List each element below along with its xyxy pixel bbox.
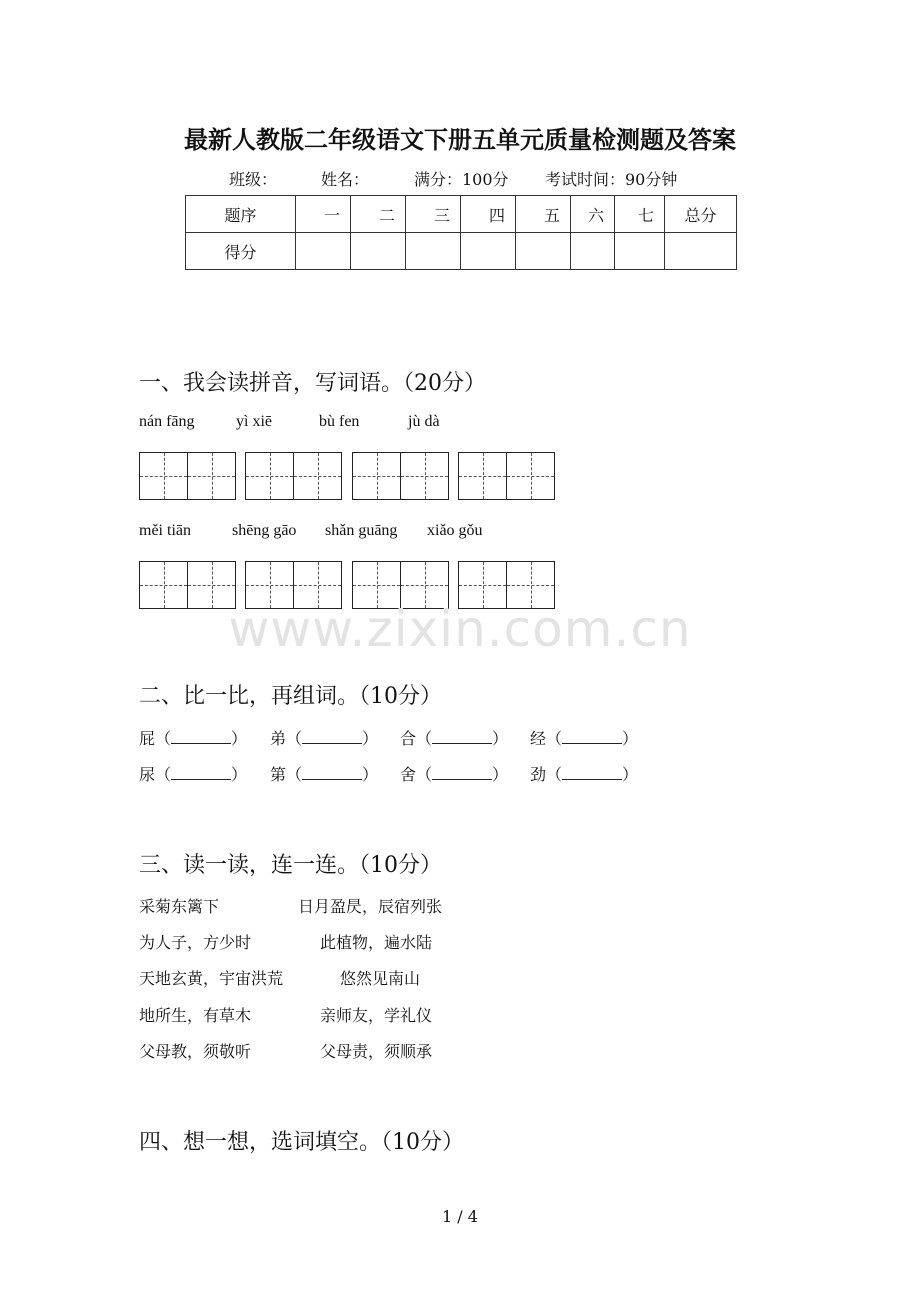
answer-blank[interactable] bbox=[562, 765, 622, 780]
table-row-label: 得分 bbox=[186, 233, 296, 270]
table-header-cell: 五 bbox=[516, 196, 571, 233]
compare-item: 舍（ ） bbox=[400, 765, 509, 784]
compare-char: 劲 bbox=[530, 765, 547, 784]
writing-grid bbox=[352, 452, 449, 500]
pinyin-label: jù dà bbox=[408, 413, 440, 430]
full-score-label: 满分：100分 bbox=[414, 170, 509, 189]
score-table bbox=[185, 195, 737, 270]
writing-cell[interactable] bbox=[507, 452, 555, 500]
answer-blank[interactable] bbox=[302, 729, 362, 744]
answer-blank[interactable] bbox=[302, 765, 362, 780]
exam-time-label: 考试时间：90分钟 bbox=[545, 170, 678, 189]
score-cell bbox=[296, 233, 351, 270]
match-right-item[interactable]: 此植物，遍水陆 bbox=[320, 933, 433, 952]
match-right-item[interactable]: 亲师友，学礼仪 bbox=[320, 1006, 433, 1025]
compare-item: 尿（ ） bbox=[139, 765, 248, 784]
table-header-cell: 题序 bbox=[186, 196, 296, 233]
class-label: 班级： bbox=[229, 170, 278, 189]
compare-char: 尿 bbox=[139, 765, 156, 784]
match-left-item[interactable]: 采菊东篱下 bbox=[139, 897, 220, 916]
compare-char: 弟 bbox=[270, 729, 287, 748]
match-right-item[interactable]: 父母责，须顺承 bbox=[320, 1042, 433, 1061]
compare-item: 经（ ） bbox=[530, 729, 639, 748]
score-table-header-row bbox=[186, 196, 737, 233]
watermark: www.zixin.com.cn bbox=[228, 600, 692, 658]
writing-cell[interactable] bbox=[139, 452, 188, 500]
table-header-cell: 二 bbox=[351, 196, 406, 233]
pinyin-label: shēng gāo bbox=[232, 522, 297, 539]
compare-char: 舍 bbox=[400, 765, 417, 784]
answer-blank[interactable] bbox=[171, 729, 231, 744]
table-header-cell: 四 bbox=[461, 196, 516, 233]
pinyin-label: nán fāng bbox=[139, 413, 195, 430]
table-header-cell: 一 bbox=[296, 196, 351, 233]
compare-item: 弟（ ） bbox=[270, 729, 379, 748]
writing-grid bbox=[139, 452, 236, 500]
writing-cell[interactable] bbox=[188, 452, 236, 500]
score-cell bbox=[665, 233, 737, 270]
document-title: 最新人教版二年级语文下册五单元质量检测题及答案 bbox=[184, 125, 736, 154]
answer-blank[interactable] bbox=[432, 729, 492, 744]
writing-cell[interactable] bbox=[294, 452, 342, 500]
writing-cell[interactable] bbox=[245, 452, 294, 500]
table-header-cell: 三 bbox=[406, 196, 461, 233]
score-cell bbox=[406, 233, 461, 270]
compare-char: 合 bbox=[400, 729, 417, 748]
match-right-item[interactable]: 日月盈昃，辰宿列张 bbox=[298, 897, 443, 916]
section-3-heading: 三、读一读，连一连。（10分） bbox=[139, 853, 442, 878]
score-cell bbox=[615, 233, 665, 270]
pinyin-label: měi tiān bbox=[139, 522, 191, 539]
writing-grid bbox=[245, 452, 342, 500]
answer-blank[interactable] bbox=[171, 765, 231, 780]
match-left-item[interactable]: 地所生，有草木 bbox=[139, 1006, 252, 1025]
pinyin-label: bù fen bbox=[319, 413, 360, 430]
name-label: 姓名： bbox=[321, 170, 370, 189]
compare-char: 屁 bbox=[139, 729, 156, 748]
score-cell bbox=[351, 233, 406, 270]
writing-cell[interactable] bbox=[458, 452, 507, 500]
match-left-item[interactable]: 为人子，方少时 bbox=[139, 933, 252, 952]
answer-blank[interactable] bbox=[562, 729, 622, 744]
compare-char: 经 bbox=[530, 729, 547, 748]
table-header-cell: 六 bbox=[571, 196, 615, 233]
compare-item: 第（ ） bbox=[270, 765, 379, 784]
score-cell bbox=[571, 233, 615, 270]
score-table-score-row bbox=[186, 233, 737, 270]
answer-blank[interactable] bbox=[432, 765, 492, 780]
compare-item: 屁（ ） bbox=[139, 729, 248, 748]
section-1-heading: 一、我会读拼音，写词语。（20分） bbox=[139, 371, 486, 396]
writing-cell[interactable] bbox=[352, 452, 401, 500]
table-header-cell: 总分 bbox=[665, 196, 737, 233]
compare-item: 合（ ） bbox=[400, 729, 509, 748]
table-header-cell: 七 bbox=[615, 196, 665, 233]
pinyin-label: xiǎo gǒu bbox=[427, 522, 483, 539]
writing-grid bbox=[458, 452, 555, 500]
pinyin-label: shǎn guāng bbox=[325, 522, 398, 539]
section-2-heading: 二、比一比，再组词。（10分） bbox=[139, 684, 442, 709]
compare-char: 第 bbox=[270, 765, 287, 784]
score-cell bbox=[516, 233, 571, 270]
pinyin-label: yì xiē bbox=[236, 413, 272, 430]
writing-cell[interactable] bbox=[401, 452, 449, 500]
page-number: 1 / 4 bbox=[442, 1207, 478, 1226]
match-left-item[interactable]: 天地玄黄，宇宙洪荒 bbox=[139, 969, 284, 988]
section-4-heading: 四、想一想，选词填空。（10分） bbox=[139, 1130, 464, 1155]
match-left-item[interactable]: 父母教，须敬听 bbox=[139, 1042, 252, 1061]
compare-item: 劲（ ） bbox=[530, 765, 639, 784]
match-right-item[interactable]: 悠然见南山 bbox=[340, 969, 421, 988]
score-cell bbox=[461, 233, 516, 270]
